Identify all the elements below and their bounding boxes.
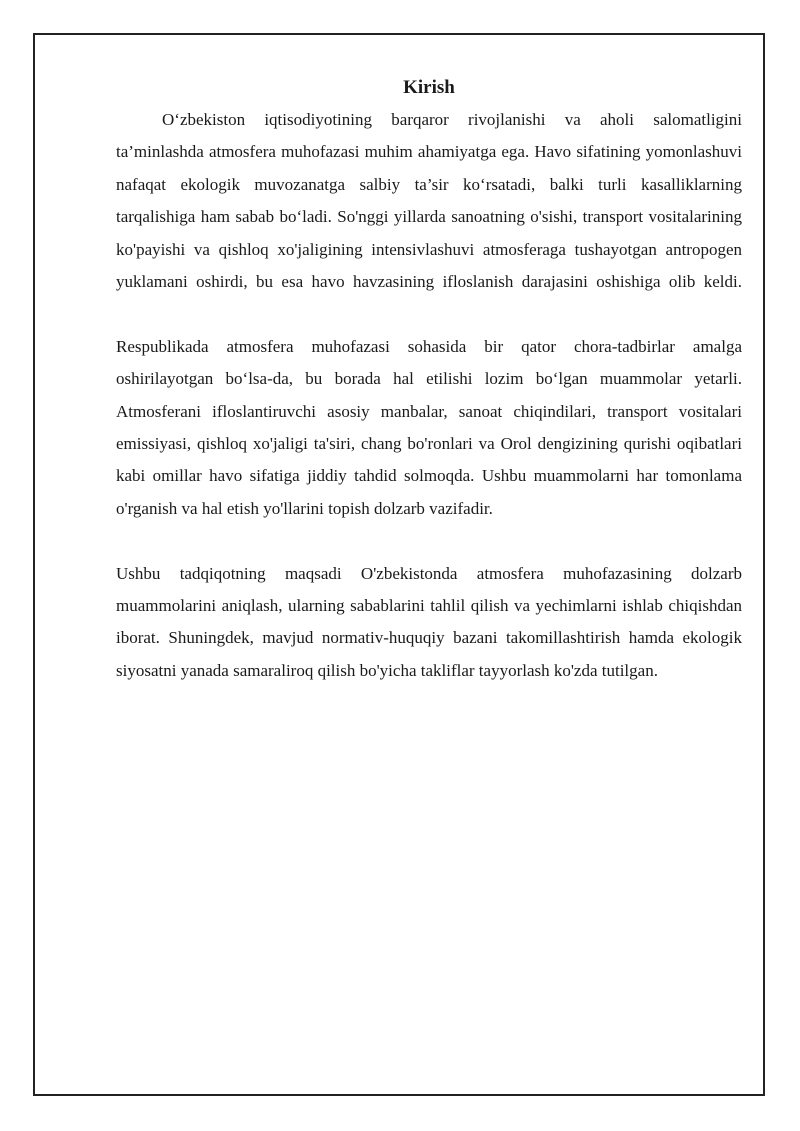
- paragraph-spacer: [116, 525, 742, 557]
- paragraph-spacer: [116, 298, 742, 330]
- document-body: [116, 72, 742, 687]
- page-title: Kirish: [403, 77, 455, 98]
- paragraph-problems: Respublikada atmosfera muhofazasi sohasida bir qator chora-tadbirlar amalga oshirilayotgan bo‘lsa-da, bu borada hal etilishi lozim bo‘lgan muammolar yetarli. Atmosferani ifloslantiruvchi asosiy manbalar, sanoat chiqindilari, transport vositalari emissiyasi, qishloq xo'jaligi ta'siri, chang bo'ronlari va Orol dengizining qurishi oqibatlari kabi omillar havo sifatiga jiddiy tahdid solmoqda. Ushbu muammolarni har tomonlama o'rganish va hal etish yo'llarini topish dolzarb vazifadir.: [116, 336, 742, 518]
- paragraph-goal: Ushbu tadqiqotning maqsadi O'zbekistonda atmosfera muhofazasining dolzarb muammolarini aniqlash, ularning sabablarini tahlil qilish va yechimlarni ishlab chiqishdan iborat. Shuningdek, mavjud normativ-huquqiy bazani takomillashtirish hamda ekologik siyosatni yanada samaraliroq qilish bo'yicha takliflar tayyorlash ko'zda tutilgan.: [116, 563, 742, 680]
- paragraph-intro: O‘zbekiston iqtisodiyotining barqaror rivojlanishi va aholi salomatligini ta’minlashda atmosfera muhofazasi muhim ahamiyatga ega. Havo sifatining yomonlashuvi nafaqat ekologik muvozanatga salbiy ta’sir ko‘rsatadi, balki turli kasalliklarning tarqalishiga ham sabab bo‘ladi. So'nggi yillarda sanoatning o'sishi, transport vositalarining ko'payishi va qishloq xo'jaligining intensivlashuvi atmosferaga tushayotgan antropogen yuklamani oshirdi, bu esa havo havzasining ifloslanish darajasini oshishiga olib keldi.: [116, 110, 742, 292]
